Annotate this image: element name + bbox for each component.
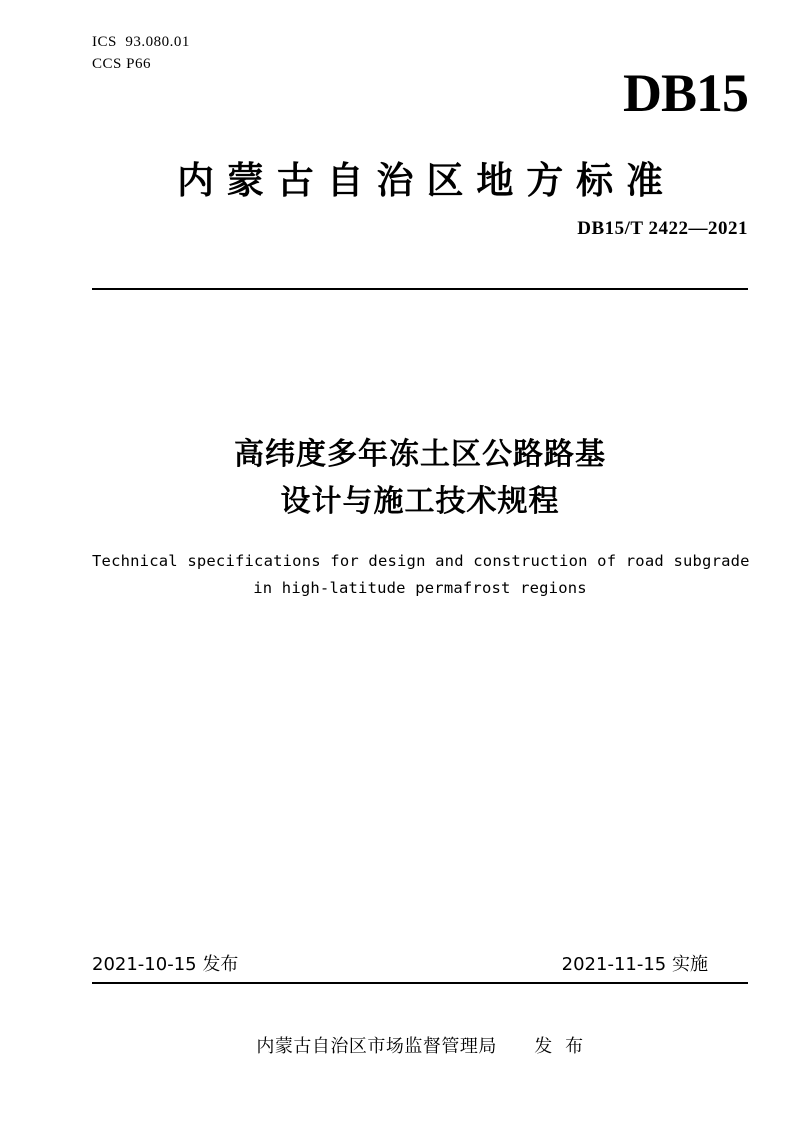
standard-number: DB15/T 2422—2021	[577, 218, 748, 239]
document-title-english	[92, 548, 748, 602]
footer-divider	[92, 982, 748, 984]
ccs-code: CCS P66	[92, 55, 151, 72]
ics-code: ICS 93.080.01	[92, 34, 190, 50]
document-title-line-1: 高纬度多年冻土区公路路基	[234, 437, 606, 472]
document-title-line-2: 设计与施工技术规程	[280, 483, 560, 519]
issue-date: 2021-10-15 发布	[92, 954, 239, 975]
header-block	[92, 32, 748, 239]
effective-date: 2021-11-15 实施	[561, 954, 708, 975]
document-title	[92, 432, 748, 525]
standard-series-title: 内 蒙 古 自 治 区 地 方 标 准	[177, 159, 663, 202]
document-title-english-line-1: Technical specifications for design and construction of road subgrade	[92, 552, 750, 570]
header-divider	[92, 288, 748, 290]
db15-logo: DB15	[622, 63, 748, 123]
document-title-english-line-2: in high-latitude permafrost regions	[253, 579, 587, 598]
publisher: 内蒙古自治区市场监督管理局 发 布	[256, 1036, 584, 1057]
